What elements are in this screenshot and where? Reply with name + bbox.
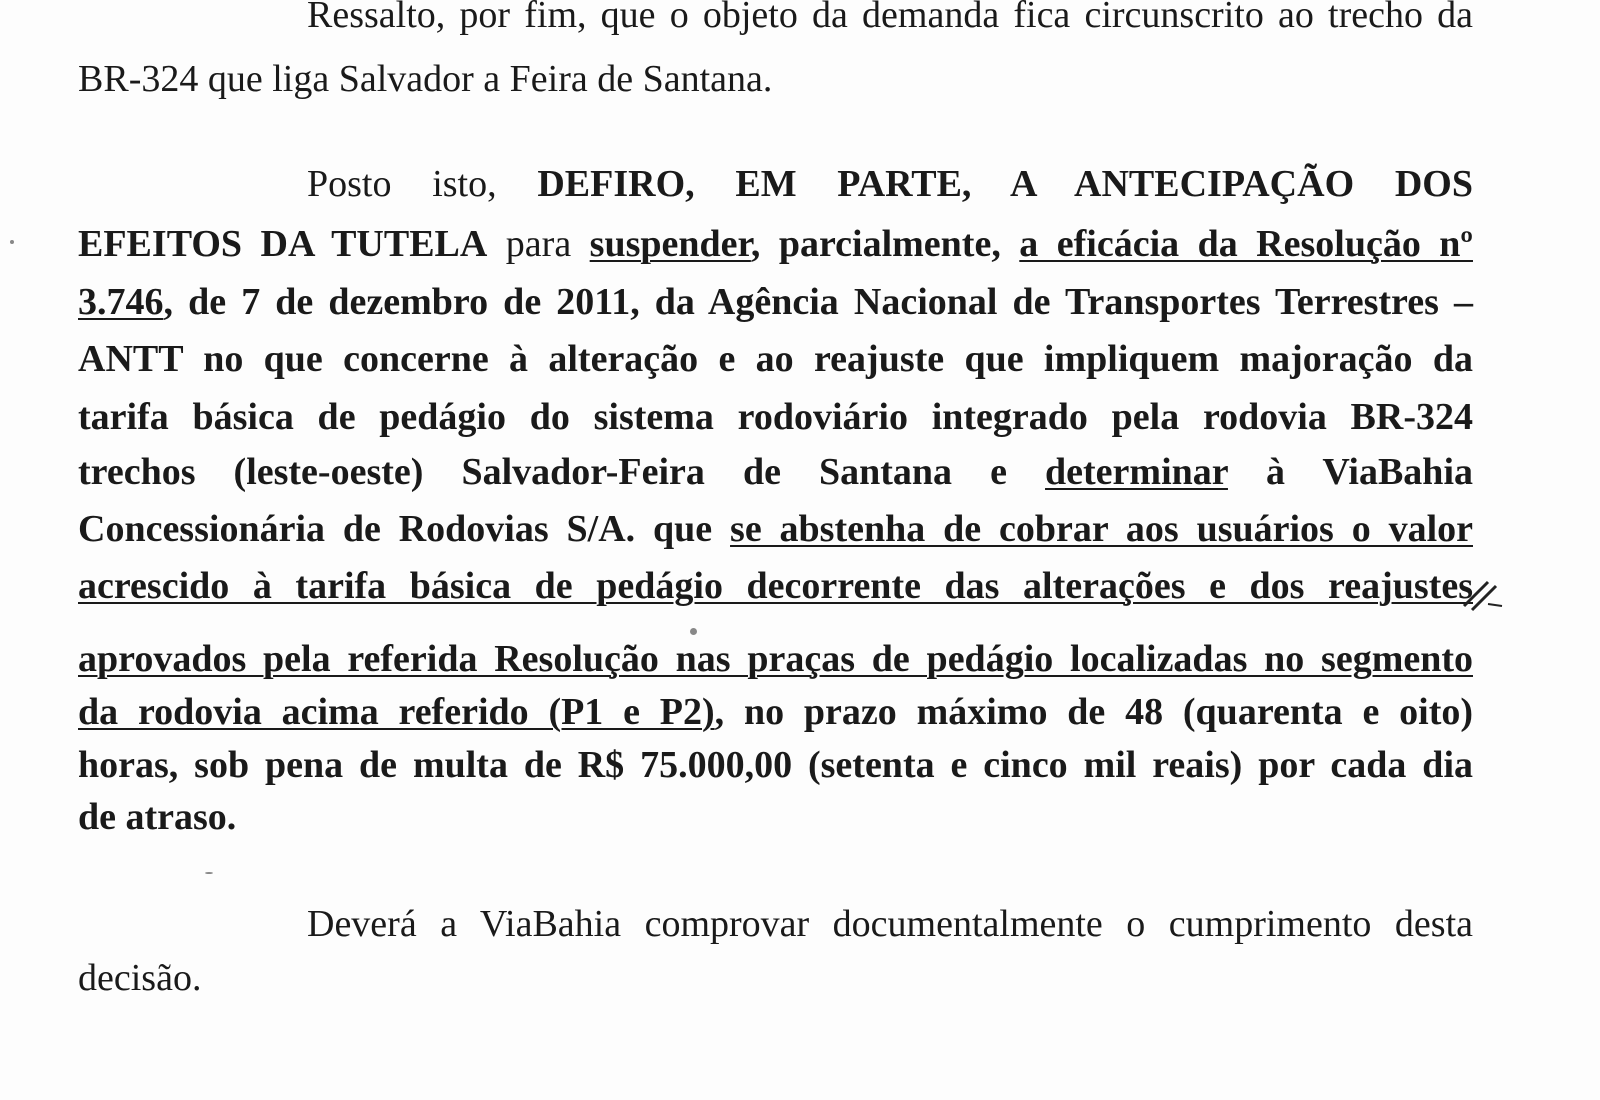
underlined-bold-text: 3.746: [78, 281, 164, 323]
text-span: Posto isto,: [307, 163, 538, 205]
handwritten-slash-mark: [1458, 566, 1508, 616]
paragraph-2-line-9: [78, 636, 1473, 682]
paragraph-2-line-5: [78, 394, 1473, 440]
text-span: Ressalto, por fim, que o objeto da demanda fica circunscrito ao trecho da: [307, 0, 1473, 36]
underlined-bold-text: determinar: [1045, 451, 1228, 493]
paragraph-2-line-8: [78, 563, 1473, 609]
bold-text: Concessionária de Rodovias S/A. que: [78, 508, 731, 550]
bold-text: , parcialmente,: [750, 223, 1020, 265]
bold-text: horas, sob pena de multa de R$ 75.000,00 (setenta e cinco mil reais) por cada dia: [78, 744, 1473, 786]
scan-speck: [690, 628, 697, 635]
bold-text: tarifa básica de pedágio do sistema rodoviário integrado pela rodovia BR-324: [78, 396, 1473, 438]
bold-text: , no prazo máximo de 48 (quarenta e oito): [714, 691, 1473, 733]
underlined-bold-text: a eficácia da Resolução nº: [1019, 223, 1473, 265]
bold-text: DEFIRO, EM PARTE, A ANTECIPAÇÃO DOS: [537, 163, 1473, 205]
paragraph-3-line-2: [78, 955, 1473, 1001]
paragraph-2-line-6: [78, 449, 1473, 495]
paragraph-2-line-7: [78, 506, 1473, 552]
paragraph-1-line-1: [307, 0, 1473, 38]
underlined-bold-text: da rodovia acima referido (P1 e P2): [78, 691, 715, 733]
bold-text: de atraso.: [78, 796, 237, 838]
text-span: Deverá a ViaBahia comprovar documentalmente o cumprimento desta: [307, 903, 1473, 945]
underlined-bold-text: aprovados pela referida Resolução nas praças de pedágio localizadas no segmento: [78, 638, 1473, 680]
paragraph-2-line-11: [78, 742, 1473, 788]
bold-text: EFEITOS DA TUTELA: [78, 223, 488, 265]
paragraph-3-line-1: [307, 901, 1473, 947]
bold-text: à ViaBahia: [1227, 451, 1473, 493]
paragraph-2-line-10: [78, 689, 1473, 735]
scan-speck: [10, 240, 14, 244]
scan-speck: [205, 872, 213, 874]
bold-text: trechos (leste-oeste) Salvador-Feira de Santana e: [78, 451, 1046, 493]
paragraph-2-line-1: [307, 161, 1473, 207]
bold-text: , de 7 de dezembro de 2011, da Agência Nacional de Transportes Terrestres –: [163, 281, 1473, 323]
underlined-bold-text: acrescido à tarifa básica de pedágio decorrente das alterações e dos reajustes: [78, 565, 1473, 607]
bold-text: ANTT no que concerne à alteração e ao reajuste que impliquem majoração da: [78, 338, 1473, 380]
underlined-bold-text: se abstenha de cobrar aos usuários o valor: [730, 508, 1473, 550]
underlined-bold-text: suspender: [589, 223, 751, 265]
text-span: decisão.: [78, 957, 202, 999]
paragraph-2-line-4: [78, 336, 1473, 382]
paragraph-1-line-2: [78, 56, 1473, 102]
paragraph-2-line-2: [78, 221, 1473, 267]
paragraph-2-line-3: [78, 279, 1473, 325]
text-span: para: [487, 223, 590, 265]
text-span: BR-324 que liga Salvador a Feira de Santana.: [78, 58, 773, 100]
paragraph-2-line-12: [78, 794, 1473, 840]
